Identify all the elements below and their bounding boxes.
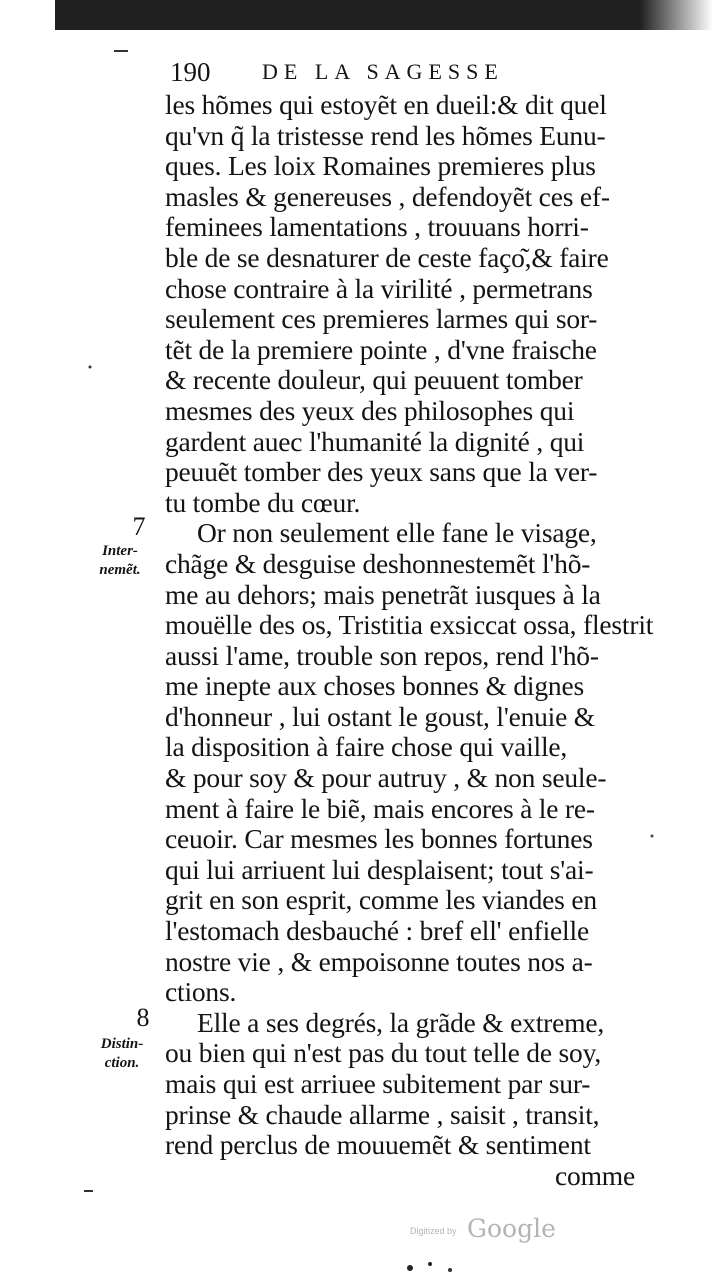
margin-note-line: Inter- [102, 543, 138, 559]
text-line: ques. Les loix Romaines premieres plus [165, 150, 596, 182]
text-line: gardent auec l'humanité la dignité , qui [165, 425, 585, 457]
text-line: qui lui arriuent lui desplaisent; tout s'ai- [165, 853, 594, 885]
running-head: DE LA SAGESSE [262, 59, 504, 84]
text-line: me inepte aux choses bonnes & dignes [165, 670, 584, 702]
digitized-watermark [410, 1214, 570, 1244]
text-line: les hõmes qui estoyẽt en dueil:& dit quel [165, 89, 607, 120]
text-line: ctions. [165, 976, 237, 1008]
margin-note-7 [80, 542, 160, 580]
text-line: ble de se desnaturer de ceste faço͂,& faire [165, 241, 609, 273]
text-line: qu'vn q̃ la tristesse rend les hõmes Eunu- [165, 119, 606, 151]
text-line: me au dehors; mais penetrãt iusques à la [165, 578, 601, 610]
text-line: seulement ces premieres larmes qui sor- [165, 303, 598, 335]
scan-edge-fade [640, 0, 713, 30]
text-line: tẽt de la premiere pointe , d'vne fraische [165, 333, 597, 365]
paragraph-start-line: Or non seulement elle fane le visage, [197, 517, 597, 549]
page-header [170, 52, 550, 92]
text-line: mais qui est arriuee subitement par sur- [165, 1068, 591, 1099]
text-line: chãge & desguise deshonnestemẽt l'hõ- [165, 547, 591, 579]
margin-note-line: ction. [104, 1055, 140, 1071]
text-line: rend perclus de mouuemẽt & sentiment [165, 1129, 591, 1161]
text-line: d'honneur , lui ostant le goust, l'enuie & [165, 700, 595, 732]
text-line: ceuoir. Car mesmes les bonnes fortunes [165, 823, 593, 855]
paragraph-start-line: Elle a ses degrés, la grãde & extreme, [197, 1006, 605, 1038]
margin-number-7: 7 [132, 512, 146, 541]
text-line: la disposition à faire chose qui vaille, [165, 731, 568, 763]
text-line: nostre vie , & empoisonne toutes nos a- [165, 945, 593, 977]
text-line: & recente douleur, qui peuuent tomber [165, 364, 583, 396]
page-number: 190 [170, 57, 211, 87]
margin-note-8 [82, 1035, 162, 1073]
text-line: peuuẽt tomber des yeux sans que la ver- [165, 456, 598, 488]
text-line: chose contraire à la virilité , permetrans [165, 272, 593, 304]
text-line: ou bien qui n'est pas du tout telle de soy, [165, 1037, 602, 1069]
margin-note-line: Distin- [100, 1036, 144, 1052]
text-line: mesmes des yeux des philosophes qui [165, 394, 575, 426]
catchword: comme [555, 1159, 635, 1191]
body-text [165, 89, 654, 1191]
text-line: aussi l'ame, trouble son repos, rend l'hõ- [165, 639, 599, 671]
text-line: l'estomach desbauché : bref ell' enfielle [165, 915, 589, 947]
text-line: mouëlle des os, Tristitia exsiccat ossa, flestrit [165, 609, 654, 641]
text-line: feminees lamentations , trouuans horri- [165, 211, 589, 243]
text-line: tu tombe du cœur. [165, 486, 361, 518]
margin-number-8: 8 [136, 1003, 150, 1032]
margin-note-line: nemẽt. [99, 562, 141, 578]
text-line: grit en son esprit, comme les viandes en [165, 884, 597, 916]
watermark-caption: Digitized by [410, 1226, 457, 1236]
scan-edge-band [55, 0, 655, 30]
google-logo: Google [467, 1214, 556, 1243]
text-line: & pour soy & pour autruy , & non seule- [165, 762, 607, 794]
text-line: prinse & chaude allarme , saisit , transit, [165, 1098, 600, 1130]
text-line: masles & genereuses , defendoyẽt ces ef- [165, 180, 610, 212]
text-line: ment à faire le biẽ, mais encores à le re- [165, 792, 595, 824]
